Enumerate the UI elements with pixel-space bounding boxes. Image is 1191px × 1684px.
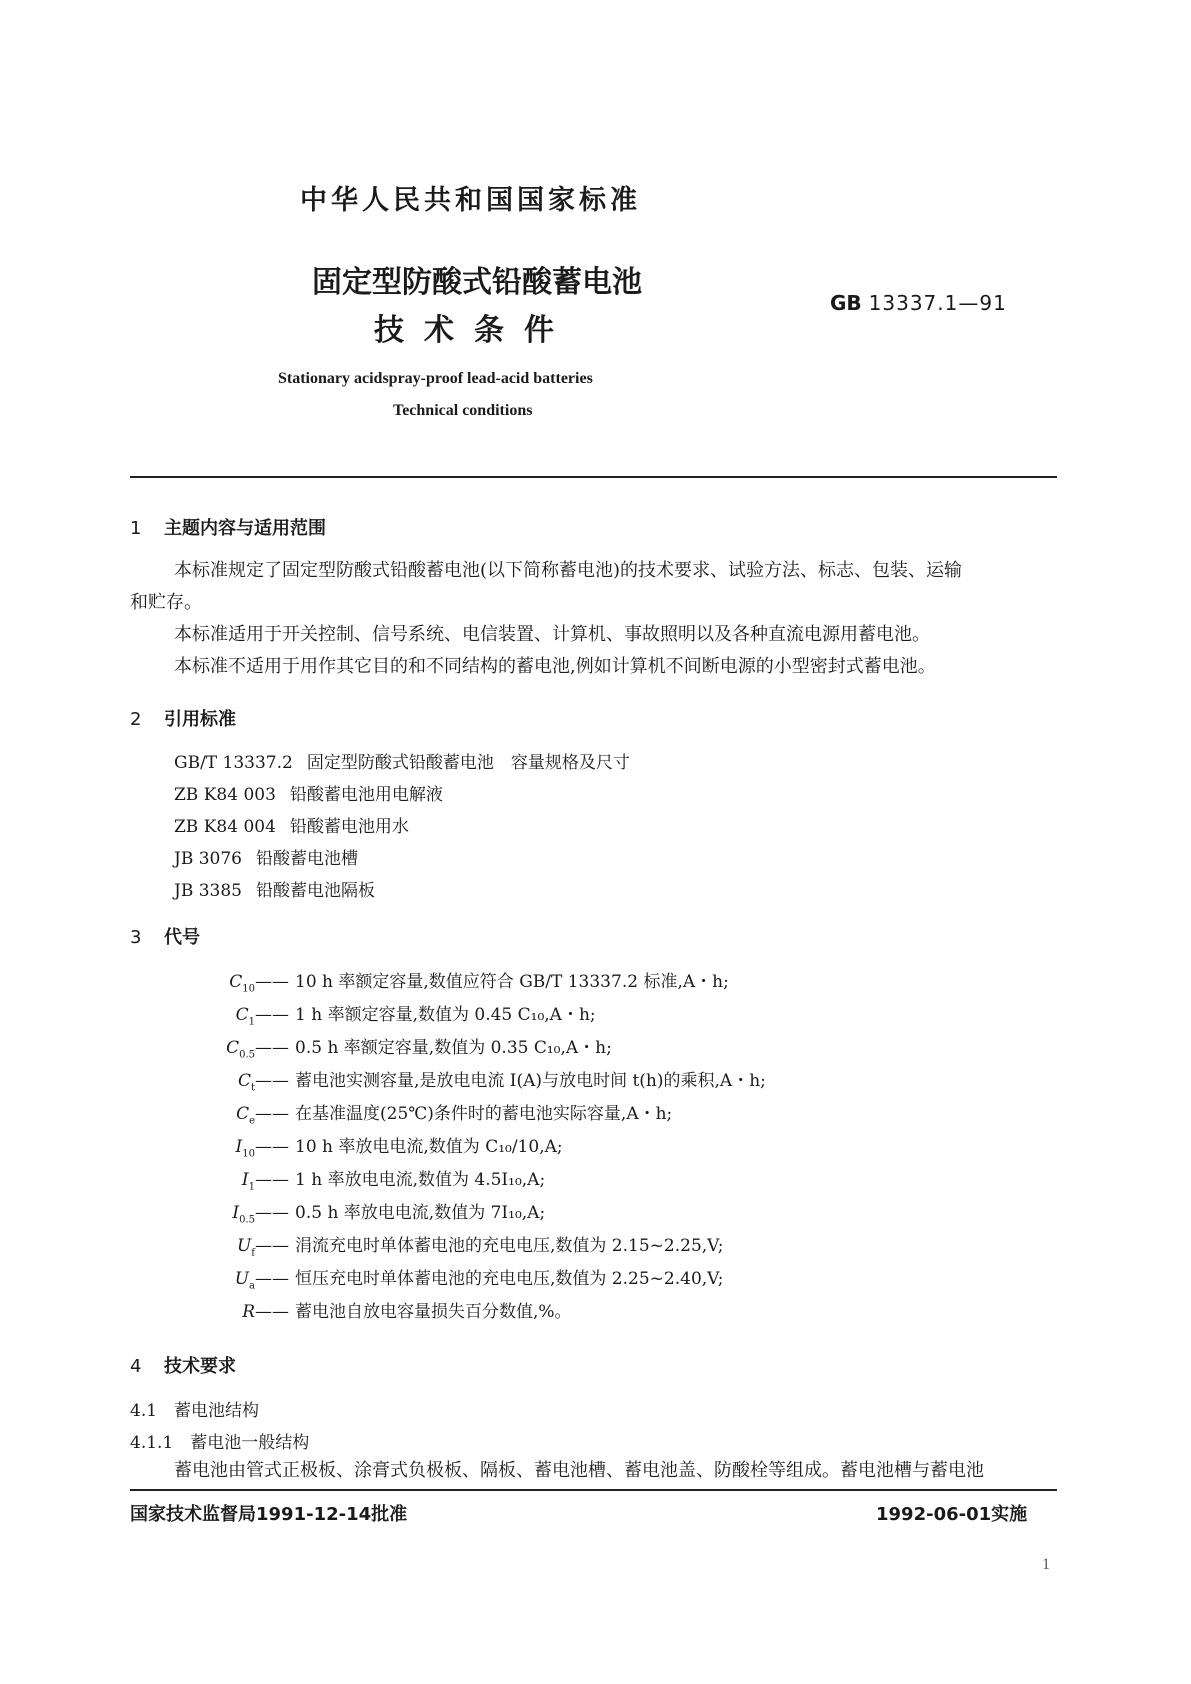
symbol-definition: $U_f——$ 涓流充电时单体蓄电池的充电电压,数值为 2.15~2.25,V; xyxy=(165,1231,723,1258)
reference-item xyxy=(174,748,630,773)
section-1-para3: 本标准不适用于用作其它目的和不同结构的蓄电池,例如计算机不间断电源的小型密封式蓄电池。 xyxy=(174,656,936,677)
page-number: 1 xyxy=(1042,1556,1050,1573)
symbol-description: 1 h 率额定容量,数值为 0.45 C₁₀,A・h; xyxy=(295,1005,596,1025)
symbol-description: 蓄电池实测容量,是放电电流 I(A)与放电时间 t(h)的乘积,A・h; xyxy=(295,1071,766,1091)
symbol-description: 蓄电池自放电容量损失百分数值,%。 xyxy=(295,1302,572,1322)
symbol: $C_{0.5}$ xyxy=(226,1038,255,1061)
section-4-para: 蓄电池由管式正极板、涂膏式负极板、隔板、蓄电池槽、蓄电池盖、防酸栓等组成。蓄电池槽与蓄电池 xyxy=(174,1460,984,1481)
implementation-date: 1992-06-01实施 xyxy=(876,1504,1028,1525)
approval-date: 国家技术监督局1991-12-14批准 xyxy=(130,1504,408,1525)
symbol-definition: $U_a——$ 恒压充电时单体蓄电池的充电电压,数值为 2.25~2.40,V; xyxy=(165,1264,723,1291)
symbol-definition: $C_t——$ 蓄电池实测容量,是放电电流 I(A)与放电时间 t(h)的乘积,A・h; xyxy=(165,1066,766,1093)
symbol-definition: $I_{0.5}——$ 0.5 h 率放电电流,数值为 7I₁₀,A; xyxy=(165,1198,545,1225)
reference-code: JB 3076 xyxy=(174,849,242,869)
symbol-description: 在基准温度(25℃)条件时的蓄电池实际容量,A・h; xyxy=(295,1104,673,1124)
standard-country-title: 中华人民共和国国家标准 xyxy=(300,185,641,216)
reference-title: 固定型防酸式铅酸蓄电池 容量规格及尺寸 xyxy=(306,753,630,773)
title-english-line1: Stationary acidspray-proof lead-acid batteries xyxy=(278,370,593,387)
standard-code-number: 13337.1—91 xyxy=(868,291,1007,315)
title-chinese-line1: 固定型防酸式铅酸蓄电池 xyxy=(312,265,642,300)
section-number: 4 xyxy=(130,1356,142,1377)
section-number: 2 xyxy=(130,709,142,730)
title-chinese-line2: 技术条件 xyxy=(374,313,574,348)
symbol-description: 10 h 率额定容量,数值应符合 GB/T 13337.2 标准,A・h; xyxy=(295,972,729,992)
section-title: 技术要求 xyxy=(164,1356,236,1377)
reference-item xyxy=(174,844,358,869)
section-3-heading xyxy=(130,923,200,949)
reference-item xyxy=(174,780,443,805)
header-divider xyxy=(130,476,1057,478)
reference-title: 铅酸蓄电池用电解液 xyxy=(289,785,443,805)
standard-code-prefix: GB xyxy=(830,291,862,315)
symbol: $U_a$ xyxy=(234,1269,255,1292)
symbol-description: 1 h 率放电电流,数值为 4.5I₁₀,A; xyxy=(295,1170,546,1190)
symbol-definition: $I_1——$ 1 h 率放电电流,数值为 4.5I₁₀,A; xyxy=(165,1165,545,1192)
symbol: $C_1$ xyxy=(235,1005,255,1028)
section-number: 1 xyxy=(130,518,142,539)
symbol-definition: $I_{10}——$ 10 h 率放电电流,数值为 C₁₀/10,A; xyxy=(165,1132,563,1159)
reference-item xyxy=(174,876,375,901)
reference-code: JB 3385 xyxy=(174,881,242,901)
reference-code: ZB K84 003 xyxy=(174,785,276,805)
standard-code xyxy=(830,291,1007,315)
symbol-description: 10 h 率放电电流,数值为 C₁₀/10,A; xyxy=(295,1137,563,1157)
reference-code: ZB K84 004 xyxy=(174,817,276,837)
section-1-heading xyxy=(130,514,326,540)
title-english-line2: Technical conditions xyxy=(393,402,533,419)
reference-title: 铅酸蓄电池槽 xyxy=(255,849,358,869)
subsection-4-1-1: 4.1.1 蓄电池一般结构 xyxy=(130,1433,310,1453)
symbol-description: 涓流充电时单体蓄电池的充电电压,数值为 2.15~2.25,V; xyxy=(295,1236,724,1256)
symbol: $C_t$ xyxy=(237,1071,255,1094)
section-1-para1-line2: 和贮存。 xyxy=(130,592,202,613)
reference-title: 铅酸蓄电池用水 xyxy=(289,817,409,837)
symbol-description: 0.5 h 率放电电流,数值为 7I₁₀,A; xyxy=(295,1203,546,1223)
section-title: 引用标准 xyxy=(164,709,236,730)
section-1-para1-line1: 本标准规定了固定型防酸式铅酸蓄电池(以下简称蓄电池)的技术要求、试验方法、标志、包装、运输 xyxy=(174,560,963,581)
symbol: $U_f$ xyxy=(236,1236,255,1259)
reference-code: GB/T 13337.2 xyxy=(174,753,293,773)
section-title: 代号 xyxy=(164,927,200,948)
reference-title: 铅酸蓄电池隔板 xyxy=(255,881,375,901)
symbol: $I_{0.5}$ xyxy=(232,1203,255,1226)
section-2-heading xyxy=(130,705,236,731)
symbol: $I_{10}$ xyxy=(235,1137,255,1160)
symbol: $C_e$ xyxy=(236,1104,255,1127)
symbol-definition: $C_e——$ 在基准温度(25℃)条件时的蓄电池实际容量,A・h; xyxy=(165,1099,672,1126)
section-4-heading xyxy=(130,1352,236,1378)
section-1-para2: 本标准适用于开关控制、信号系统、电信装置、计算机、事故照明以及各种直流电源用蓄电池。 xyxy=(174,624,930,645)
subsection-4-1: 4.1 蓄电池结构 xyxy=(130,1401,260,1421)
symbol-definition: $C_{10}——$ 10 h 率额定容量,数值应符合 GB/T 13337.2 标准,A・h; xyxy=(165,967,729,994)
symbol: R xyxy=(242,1302,255,1322)
symbol-definition: R—— 蓄电池自放电容量损失百分数值,%。 xyxy=(165,1297,572,1324)
symbol-definition: $C_1——$ 1 h 率额定容量,数值为 0.45 C₁₀,A・h; xyxy=(165,1000,596,1027)
symbol: $I_1$ xyxy=(241,1170,255,1193)
symbol: $C_{10}$ xyxy=(229,972,255,995)
symbol-description: 恒压充电时单体蓄电池的充电电压,数值为 2.25~2.40,V; xyxy=(295,1269,724,1289)
symbol-description: 0.5 h 率额定容量,数值为 0.35 C₁₀,A・h; xyxy=(295,1038,612,1058)
section-title: 主题内容与适用范围 xyxy=(164,518,326,539)
symbol-definition: $C_{0.5}——$ 0.5 h 率额定容量,数值为 0.35 C₁₀,A・h; xyxy=(165,1033,612,1060)
section-number: 3 xyxy=(130,927,142,948)
reference-item xyxy=(174,812,409,837)
footer-divider xyxy=(130,1489,1057,1491)
